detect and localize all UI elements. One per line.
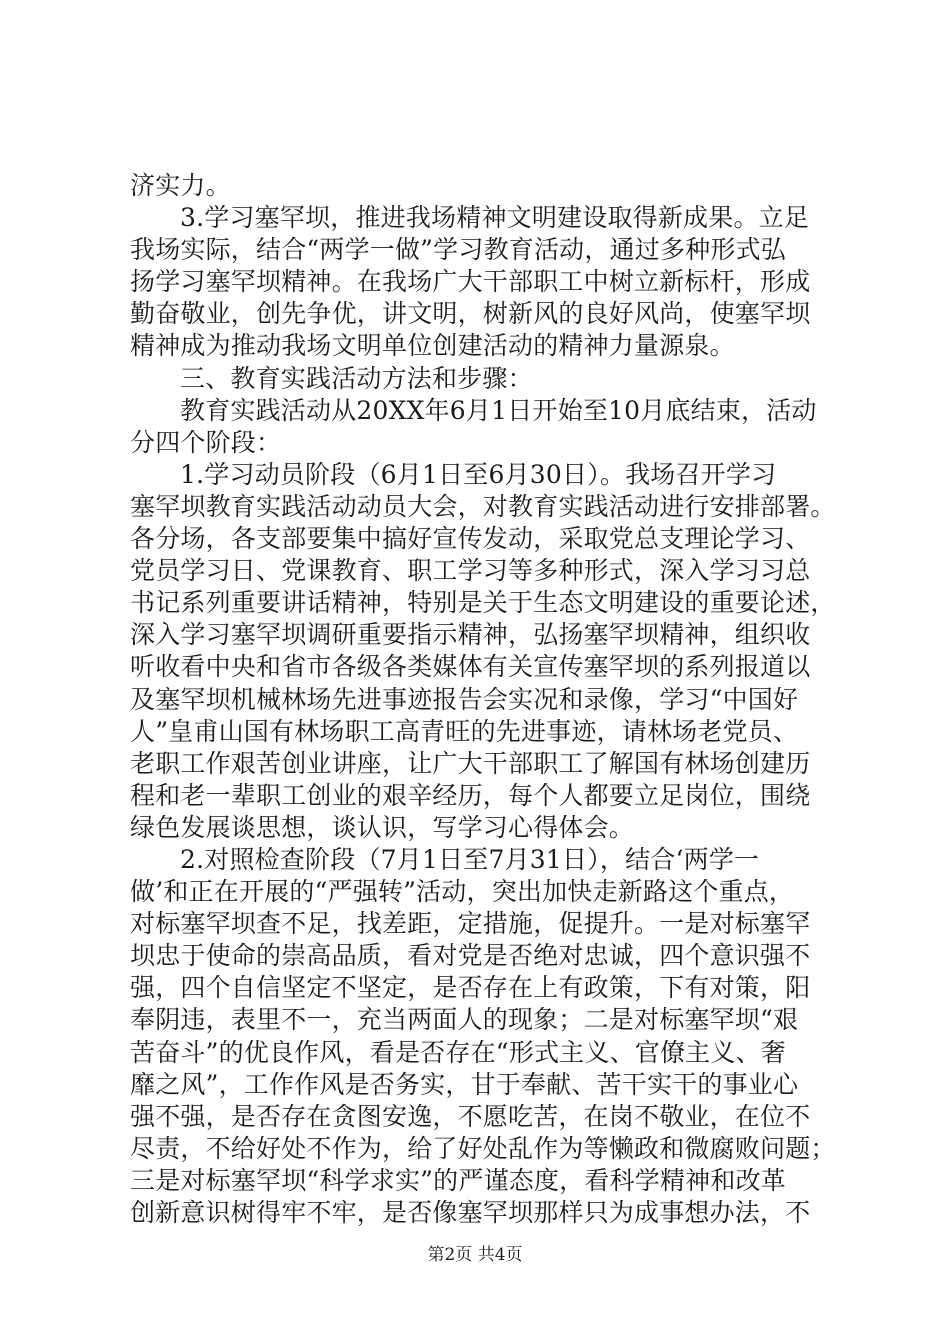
text-line: 程和老一辈职工创业的艰辛经历，每个人都要立足岗位，围绕 [130,780,811,810]
text-line: 深入学习塞罕坝调研重要指示精神，弘扬塞罕坝精神，组织收 [130,620,811,650]
text-line: 各分场，各支部要集中搞好宣传发动，采取党总支理论学习、 [130,524,811,554]
text-line: 老职工作艰苦创业讲座，让广大干部职工了解国有林场创建历 [130,748,811,778]
text-line: 坝忠于使命的崇高品质，看对党是否绝对忠诚，四个意识强不 [130,941,811,971]
text-line: 强不强，是否存在贪图安逸，不愿吃苦，在岗不敬业，在位不 [130,1101,811,1131]
text-line: 1.学习动员阶段（6月1日至6月30日）。我场召开学习 [180,459,777,489]
text-line: 奉阴违，表里不一，充当两面人的现象；二是对标塞罕坝“艰 [130,1005,799,1035]
text-line: 我场实际，结合“两学一做”学习教育活动，通过多种形式弘 [130,235,786,265]
text-line: 三是对标塞罕坝“科学求实”的严谨态度，看科学精神和改革 [130,1165,786,1195]
text-line: 创新意识树得牢不牢，是否像塞罕坝那样只为成事想办法，不 [130,1198,811,1227]
text-line: 3.学习塞罕坝，推进我场精神文明建设取得新成果。立足 [180,203,810,233]
text-line: 教育实践活动从20XX年6月1日开始至10月底结束，活动 [180,395,817,425]
text-line: 靡之风”，工作作风是否务实，甘于奉献、苦干实干的事业心 [130,1069,799,1099]
text-line: 苦奋斗”的优良作风，看是否存在“形式主义、官僚主义、奢 [130,1037,786,1067]
text-line: 尽责，不给好处不作为，给了好处乱作为等懒政和微腐败问题； [130,1133,836,1163]
text-line: 人”皇甫山国有林场职工高青旺的先进事迹，请林场老党员、 [130,716,799,746]
text-line: 济实力。 [130,171,231,200]
document-body [130,170,836,1229]
text-line: 强，四个自信坚定不坚定，是否存在上有政策，下有对策，阳 [130,973,811,1003]
text-line: 对标塞罕坝查不足，找差距，定措施，促提升。一是对标塞罕 [130,909,811,939]
text-line: 扬学习塞罕坝精神。在我场广大干部职工中树立新标杆，形成 [130,267,811,297]
text-line: 绿色发展谈思想，谈认识，写学习心得体会。 [130,812,635,842]
text-line: 做’和正在开展的“严强转”活动，突出加快走新路这个重点， [130,877,795,907]
text-line: 听收看中央和省市各级各类媒体有关宣传塞罕坝的系列报道以 [130,652,811,682]
text-line: 党员学习日、党课教育、职工学习等多种形式，深入学习习总 [130,556,811,586]
text-line: 三、教育实践活动方法和步骤： [180,363,533,393]
text-line: 分四个阶段： [130,427,282,457]
text-line: 勤奋敬业，创先争优，讲文明，树新风的良好风尚，使塞罕坝 [130,299,811,329]
text-line: 塞罕坝教育实践活动动员大会，对教育实践活动进行安排部署。 [130,491,836,521]
page-number-footer: 第2页 共4页 [427,1245,523,1265]
text-line: 2.对照检查阶段（7月1日至7月31日），结合‘两学一 [180,844,760,874]
text-line: 及塞罕坝机械林场先进事迹报告会实况和录像，学习“中国好 [130,684,799,714]
text-line: 精神成为推动我场文明单位创建活动的精神力量源泉。 [130,331,735,361]
text-line: 书记系列重要讲话精神，特别是关于生态文明建设的重要论述， [130,588,836,618]
